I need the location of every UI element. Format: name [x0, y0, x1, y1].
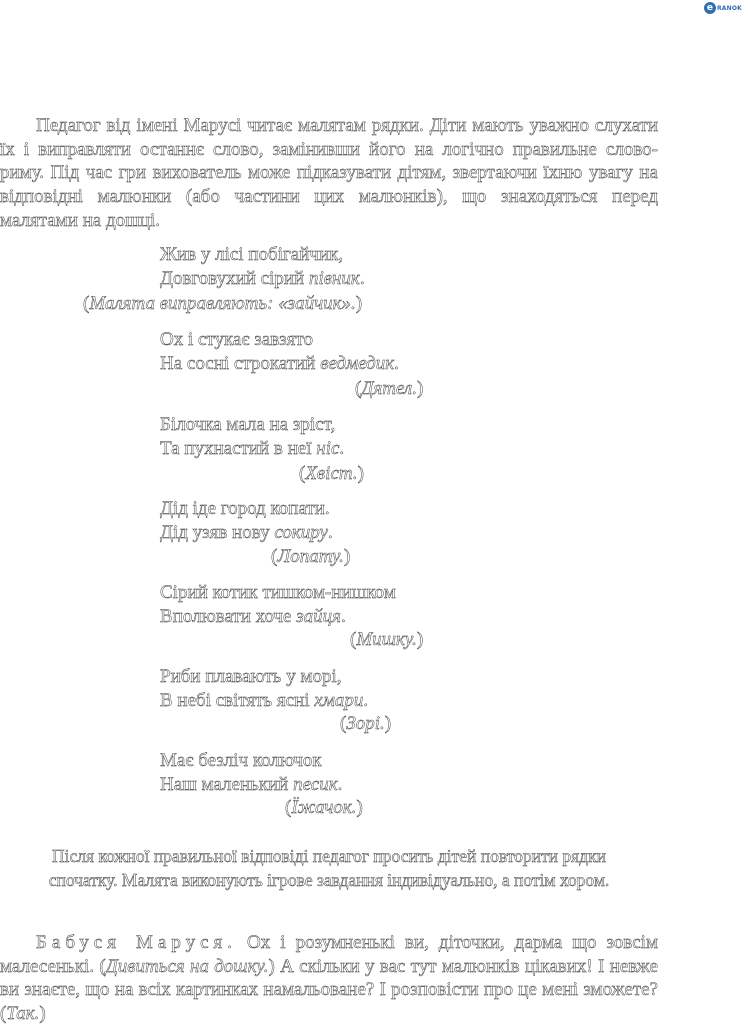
wrong-word: зайця	[296, 606, 341, 627]
logo-e-mark: e	[704, 2, 716, 14]
verse-answer: (Дятел.)	[355, 378, 424, 399]
children-reply: Так.	[6, 1003, 40, 1025]
verse-answer: (Малята виправляють: «зайчик».)	[83, 293, 363, 314]
stage-direction: Дивиться на дошку.	[105, 955, 269, 977]
verse-line: Сірий котик тишком-нишком	[160, 582, 396, 603]
wrong-word: хмари	[314, 690, 364, 711]
verse-line: Довговухий сірий півник.	[160, 268, 365, 289]
verse-answer: (Зорі.)	[340, 713, 392, 734]
verse-3	[160, 413, 344, 461]
verse-line: Ох і стукає завзято	[160, 329, 313, 350]
verse-line: На сосні строкатий ведмедик.	[160, 353, 399, 374]
instruction-note: Після кожної правильної відповіді педагог просить дітей повторити рядки спочатку. Малята виконують ігрове завдання індивідуально, а потім хором.	[48, 846, 610, 890]
answer-text: Хвіст.	[305, 463, 358, 484]
verse-2	[160, 328, 399, 376]
verse-line: Вполювати хоче зайця.	[160, 606, 346, 627]
verse-line: В небі світять ясні хмари.	[160, 690, 369, 711]
verse-line: Дід іде город копати.	[160, 498, 330, 519]
wrong-word: ніс	[316, 438, 340, 459]
wrong-word: півник	[308, 268, 360, 289]
answer-text: Їжачок.	[291, 797, 357, 818]
verse-line: Має безліч колючок	[160, 750, 322, 771]
answer-text: Дятел.	[361, 378, 417, 399]
verse-answer: (Мишку.)	[350, 629, 424, 650]
wrong-word: сокиру	[274, 522, 328, 543]
verse-5	[160, 581, 396, 629]
verse-line: Жив у лісі побігайчик,	[160, 244, 344, 265]
answer-text: Мишку.	[356, 629, 417, 650]
logo-word: RANOK	[716, 4, 742, 12]
intro-text: Педагог від імені Марусі читає малятам рядки. Діти мають уважно слухати їх і виправляти останнє слово, замінивши його на логічно правильне слово-риму. Під час гри вихователь може підказувати дітям, звертаючи їхню увагу на відповідні малюнки (або частини цих малюнків), що знаходяться перед малятами на дошці.	[0, 115, 658, 231]
verse-7	[160, 749, 342, 797]
wrong-word: ведмедик	[320, 353, 395, 374]
verse-1	[160, 243, 365, 291]
answer-text: Малята виправляють: «зайчик».	[89, 293, 356, 314]
speaker-name: Бабуся Маруся.	[36, 932, 237, 953]
answer-text: Лопату.	[277, 546, 344, 567]
intro-paragraph	[0, 114, 658, 233]
verse-line: Наш маленький песик.	[160, 774, 343, 795]
verse-line: Білочка мала на зріст,	[160, 414, 336, 435]
verse-6	[160, 665, 368, 713]
verse-line: Риби плавають у морі,	[160, 666, 342, 687]
wrong-word: песик	[293, 774, 338, 795]
babusia-paragraph: Бабуся Маруся. Ох і розумненькі ви, діточки, дарма що зовсім малесенькі. (Дивиться на дошку.) А скільки у вас тут малюнків цікавих! І невже ви знаєте, що на всіх картинках намальоване? І розповісти про це мені зможете? (Так.)	[0, 932, 658, 1025]
verse-line: Та пухнастий в неї ніс.	[160, 438, 345, 459]
verse-line: Дід узяв нову сокиру.	[160, 522, 333, 543]
verse-4	[160, 497, 333, 545]
verse-answer: (Лопату.)	[271, 546, 351, 567]
verse-answer: (Хвіст.)	[299, 463, 364, 484]
publisher-logo	[704, 2, 742, 14]
answer-text: Зорі.	[346, 713, 385, 734]
verse-answer: (Їжачок.)	[285, 797, 363, 818]
